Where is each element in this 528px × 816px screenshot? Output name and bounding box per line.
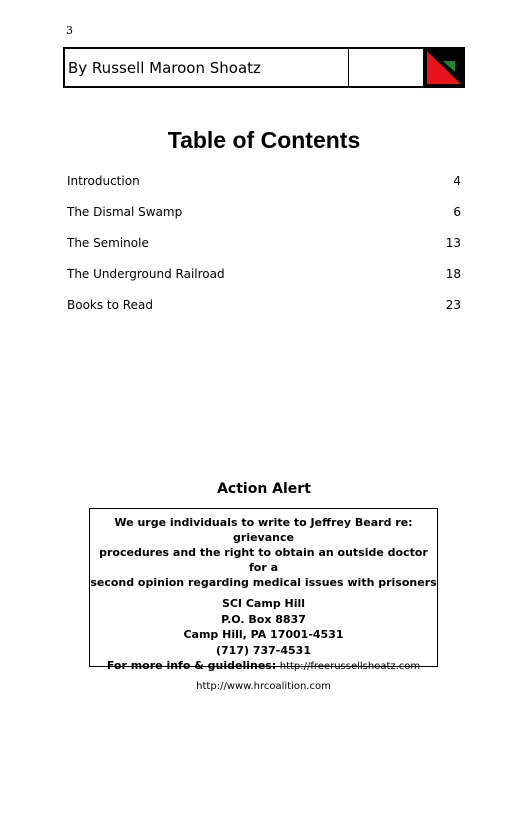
header-author: By Russell Maroon Shoatz xyxy=(65,49,349,86)
info-label: For more info & guidelines: xyxy=(106,659,277,672)
phone-number: (717) 737-4531 xyxy=(216,643,311,657)
toc-list xyxy=(67,174,461,329)
alert-message-line: second opinion regarding medical issues with prisoners xyxy=(90,576,437,589)
toc-title: Table of Contents xyxy=(167,127,361,153)
toc-entry-label: Introduction xyxy=(67,174,140,188)
toc-entry-page: 6 xyxy=(453,205,461,219)
header-bar xyxy=(63,47,465,88)
address-line: SCI Camp Hill xyxy=(221,597,306,610)
toc-entry[interactable] xyxy=(67,205,461,236)
website-link[interactable]: http://www.hrcoalition.com xyxy=(196,681,331,692)
toc-entry-page: 18 xyxy=(445,267,461,281)
toc-entry[interactable] xyxy=(67,174,461,205)
alert-box xyxy=(89,508,438,692)
alert-title: Action Alert xyxy=(217,481,311,497)
alert-message-line: procedures and the right to obtain an outside doctor for a xyxy=(99,546,428,574)
toc-entry[interactable] xyxy=(67,236,461,267)
toc-entry-label: Books to Read xyxy=(67,298,153,312)
toc-entry[interactable] xyxy=(67,267,461,298)
address-line: Camp Hill, PA 17001-4531 xyxy=(183,628,344,641)
toc-entry-label: The Seminole xyxy=(67,236,149,250)
toc-entry-label: The Dismal Swamp xyxy=(67,205,183,219)
toc-entry[interactable] xyxy=(67,298,461,329)
page-number: 3 xyxy=(66,24,73,37)
logo-icon xyxy=(425,49,463,86)
header-blank-cell xyxy=(349,49,425,86)
info-line xyxy=(90,658,437,675)
address-line: P.O. Box 8837 xyxy=(221,612,306,626)
toc-entry-page: 13 xyxy=(445,236,461,250)
toc-entry-label: The Underground Railroad xyxy=(67,267,225,281)
toc-entry-page: 23 xyxy=(445,298,461,312)
alert-message-line: We urge individuals to write to Jeffrey Beard re: grievance xyxy=(114,516,413,544)
toc-entry-page: 4 xyxy=(453,174,461,188)
info-link[interactable]: http://freerussellshoatz.com xyxy=(279,661,421,672)
